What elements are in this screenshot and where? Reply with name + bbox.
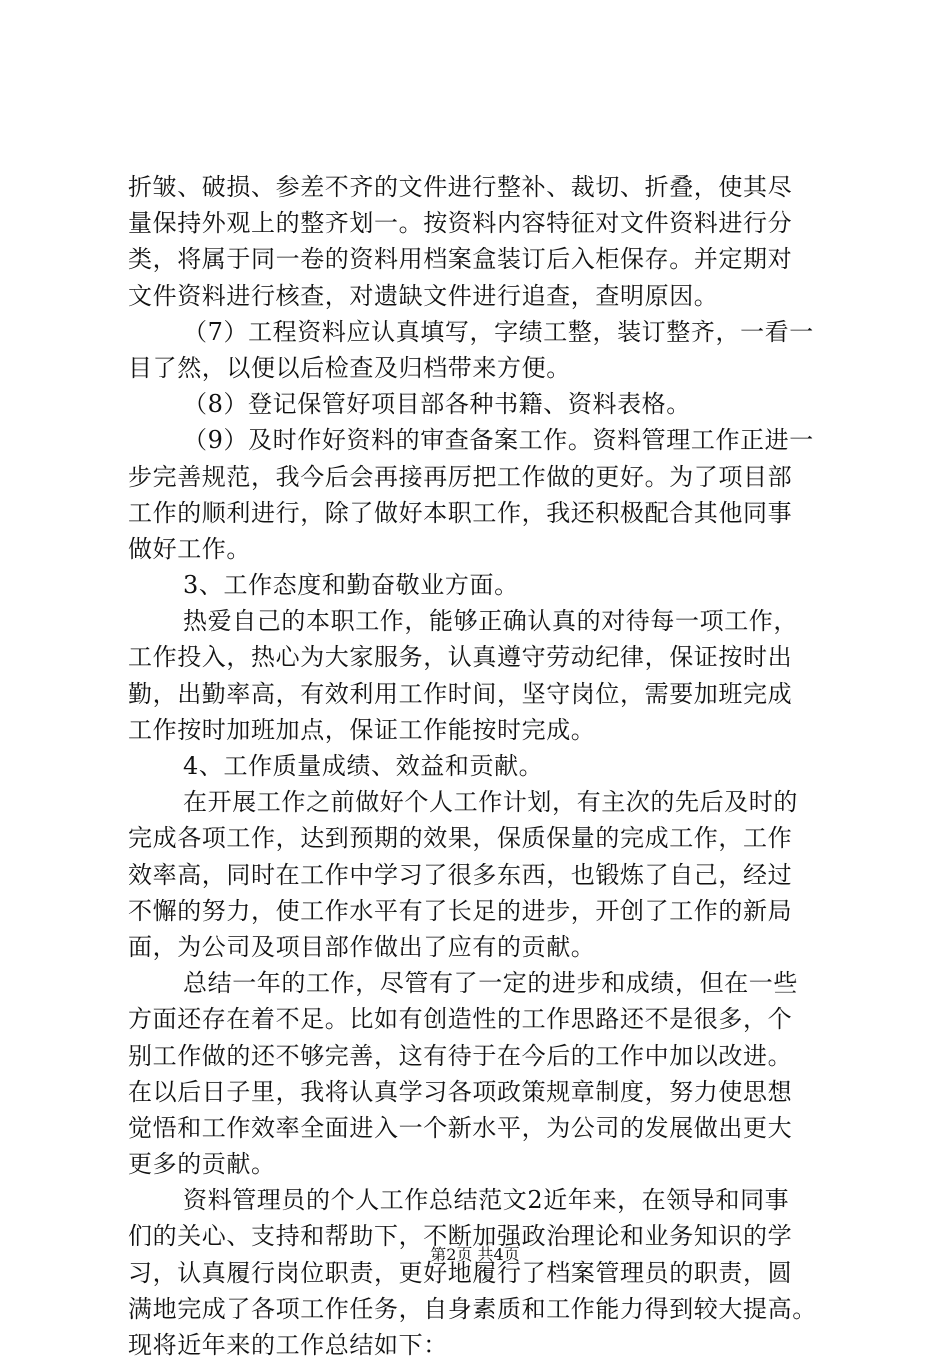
- text-line: 热爱自己的本职工作，能够正确认真的对待每一项工作，: [183, 607, 798, 636]
- text-line: 量保持外观上的整齐划一。按资料内容特征对文件资料进行分: [128, 209, 793, 238]
- text-line: 现将近年来的工作总结如下：: [128, 1331, 448, 1359]
- text-line: 方面还存在着不足。比如有创造性的工作思路还不是很多，个: [128, 1005, 793, 1034]
- text-line: 做好工作。: [128, 534, 251, 563]
- text-line: 总结一年的工作，尽管有了一定的进步和成绩，但在一些: [183, 969, 798, 998]
- text-line: （8）登记保管好项目部各种书籍、资料表格。: [183, 390, 691, 419]
- text-line: 效率高，同时在工作中学习了很多东西，也锻炼了自己，经过: [128, 860, 793, 889]
- page-footer: 第2页 共4页: [430, 1245, 520, 1264]
- text-line: 更多的贡献。: [128, 1150, 276, 1179]
- document-body: [128, 169, 840, 1363]
- text-line: 觉悟和工作效率全面进入一个新水平，为公司的发展做出更大: [128, 1113, 793, 1142]
- text-line: 在开展工作之前做好个人工作计划，有主次的先后及时的: [183, 788, 798, 817]
- text-line: 步完善规范，我今后会再接再厉把工作做的更好。为了项目部: [128, 462, 793, 491]
- text-line: 别工作做的还不够完善，这有待于在今后的工作中加以改进。: [128, 1041, 793, 1070]
- text-line: 目了然，以便以后检查及归档带来方便。: [128, 353, 571, 382]
- text-line: 4、工作质量成绩、效益和贡献。: [183, 752, 544, 780]
- text-line: 3、工作态度和勤奋敬业方面。: [183, 571, 519, 600]
- text-line: 们的关心、支持和帮助下，不断加强政治理论和业务知识的学: [128, 1222, 793, 1251]
- text-line: （7）工程资料应认真填写，字绩工整，装订整齐，一看一: [183, 317, 814, 346]
- text-line: 工作的顺利进行，除了做好本职工作，我还积极配合其他同事: [128, 498, 793, 527]
- text-line: 资料管理员的个人工作总结范文2近年来，在领导和同事: [183, 1186, 790, 1215]
- text-line: 习，认真履行岗位职责，更好地履行了档案管理员的职责，圆: [128, 1258, 793, 1287]
- text-line: 面，为公司及项目部作做出了应有的贡献。: [128, 932, 596, 961]
- text-line: 勤，出勤率高，有效利用工作时间，坚守岗位，需要加班完成: [128, 679, 793, 708]
- text-line: 在以后日子里，我将认真学习各项政策规章制度，努力使思想: [128, 1077, 793, 1106]
- text-line: 工作投入，热心为大家服务，认真遵守劳动纪律，保证按时出: [128, 643, 793, 672]
- text-line: 满地完成了各项工作任务，自身素质和工作能力得到较大提高。: [128, 1294, 817, 1323]
- text-line: 不懈的努力，使工作水平有了长足的进步，开创了工作的新局: [128, 896, 793, 925]
- text-line: （9）及时作好资料的审查备案工作。资料管理工作正进一: [183, 426, 814, 455]
- text-line: 类，将属于同一卷的资料用档案盒装订后入柜保存。并定期对: [128, 245, 793, 274]
- text-line: 完成各项工作，达到预期的效果，保质保量的完成工作，工作: [128, 824, 793, 853]
- text-line: 工作按时加班加点，保证工作能按时完成。: [128, 715, 596, 744]
- text-line: 文件资料进行核查，对遗缺文件进行追查，查明原因。: [128, 281, 719, 310]
- text-line: 折皱、破损、参差不齐的文件进行整补、裁切、折叠，使其尽: [128, 173, 793, 201]
